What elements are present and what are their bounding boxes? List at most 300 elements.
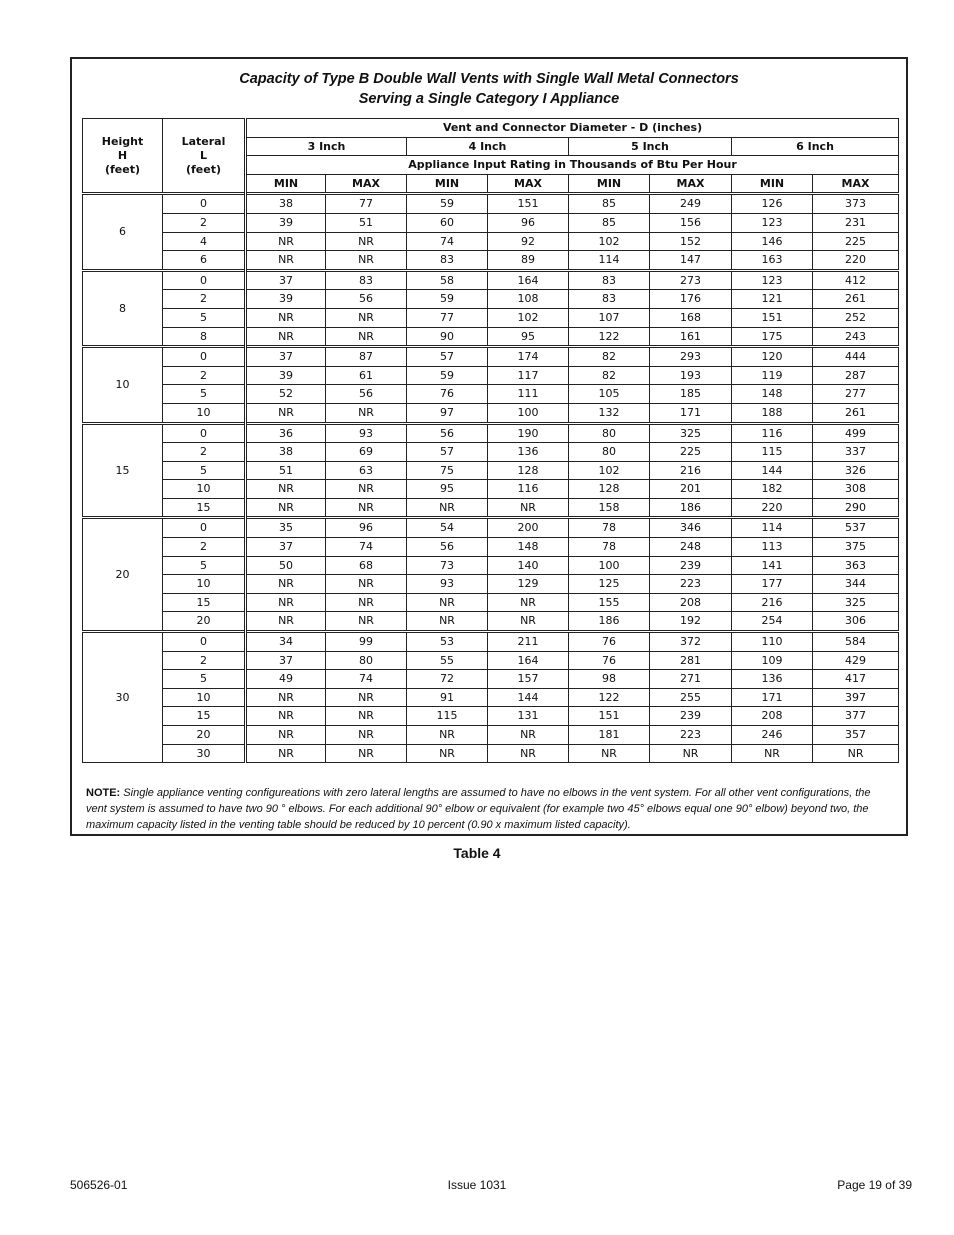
table-row	[83, 744, 899, 763]
capacity-cell: NR	[488, 498, 569, 518]
min-header: MIN	[569, 174, 650, 194]
max-header: MAX	[488, 174, 569, 194]
capacity-cell: 231	[813, 213, 899, 232]
table-row	[83, 461, 899, 480]
footer-doc-number: 506526-01	[70, 1178, 128, 1192]
capacity-cell: 110	[732, 632, 813, 652]
capacity-cell: 176	[650, 290, 732, 309]
capacity-cell: 53	[407, 632, 488, 652]
capacity-cell: 375	[813, 538, 899, 557]
capacity-cell: 171	[732, 688, 813, 707]
capacity-cell: 271	[650, 670, 732, 689]
capacity-cell: 208	[732, 707, 813, 726]
capacity-cell: 51	[246, 461, 326, 480]
capacity-cell: 225	[650, 443, 732, 462]
size-header-6inch: 6 Inch	[732, 137, 899, 156]
size-header-3inch: 3 Inch	[246, 137, 407, 156]
lateral-cell: 5	[163, 385, 246, 404]
capacity-cell: 444	[813, 347, 899, 367]
capacity-cell: 96	[326, 518, 407, 538]
capacity-cell: 239	[650, 707, 732, 726]
lateral-cell: 30	[163, 744, 246, 763]
lateral-cell: 0	[163, 632, 246, 652]
capacity-cell: NR	[246, 707, 326, 726]
capacity-cell: NR	[407, 612, 488, 632]
capacity-cell: 58	[407, 270, 488, 290]
capacity-cell: 50	[246, 556, 326, 575]
capacity-cell: 85	[569, 213, 650, 232]
table-row	[83, 538, 899, 557]
table-row	[83, 688, 899, 707]
height-cell: 6	[83, 194, 163, 270]
capacity-cell: 243	[813, 327, 899, 347]
capacity-cell: 109	[732, 651, 813, 670]
note-text: Single appliance venting configureations with zero lateral lengths are assumed to have no elbows in the vent system. For all other vent configurations, the vent system is assumed to have two 90 ° elbows. For each additional 90° elbow or equivalent (for example two 45° elbows equal one 90° elbow) beyond two, the maximum capacity listed in the venting table should be reduced by 10 percent (0.90 x maximum listed capacity).	[86, 787, 871, 831]
capacity-cell: 147	[650, 251, 732, 271]
capacity-cell: 373	[813, 194, 899, 214]
lateral-cell: 10	[163, 403, 246, 423]
capacity-cell: 175	[732, 327, 813, 347]
capacity-cell: 97	[407, 403, 488, 423]
capacity-cell: 192	[650, 612, 732, 632]
height-cell: 15	[83, 423, 163, 518]
capacity-cell: NR	[650, 744, 732, 763]
capacity-cell: NR	[326, 744, 407, 763]
capacity-cell: 68	[326, 556, 407, 575]
capacity-cell: 83	[569, 290, 650, 309]
capacity-cell: 287	[813, 366, 899, 385]
capacity-cell: 76	[569, 632, 650, 652]
table-title-line2: Serving a Single Category I Appliance	[358, 91, 620, 107]
capacity-cell: 325	[813, 593, 899, 612]
capacity-cell: 246	[732, 726, 813, 745]
rating-header: Appliance Input Rating in Thousands of Btu Per Hour	[246, 156, 899, 175]
lateral-cell: 2	[163, 213, 246, 232]
capacity-cell: 98	[569, 670, 650, 689]
capacity-cell: 59	[407, 290, 488, 309]
capacity-cell: NR	[488, 726, 569, 745]
capacity-cell: NR	[246, 593, 326, 612]
capacity-cell: NR	[569, 744, 650, 763]
capacity-cell: 128	[569, 480, 650, 499]
capacity-cell: 57	[407, 347, 488, 367]
capacity-cell: 216	[732, 593, 813, 612]
table-row	[83, 213, 899, 232]
table-row	[83, 593, 899, 612]
lateral-cell: 20	[163, 726, 246, 745]
capacity-cell: NR	[326, 251, 407, 271]
capacity-cell: 499	[813, 423, 899, 443]
capacity-cell: 107	[569, 308, 650, 327]
capacity-cell: 111	[488, 385, 569, 404]
capacity-cell: 100	[569, 556, 650, 575]
capacity-cell: 326	[813, 461, 899, 480]
capacity-cell: 132	[569, 403, 650, 423]
table-row	[83, 556, 899, 575]
capacity-cell: 122	[569, 327, 650, 347]
capacity-cell: 186	[569, 612, 650, 632]
lateral-cell: 4	[163, 232, 246, 251]
capacity-cell: 115	[732, 443, 813, 462]
capacity-cell: NR	[326, 232, 407, 251]
capacity-cell: 34	[246, 632, 326, 652]
capacity-cell: 54	[407, 518, 488, 538]
capacity-cell: 82	[569, 347, 650, 367]
table-title-line1: Capacity of Type B Double Wall Vents with Single Wall Metal Connectors	[239, 71, 739, 87]
table-row	[83, 670, 899, 689]
capacity-cell: NR	[246, 308, 326, 327]
lateral-column-header: Lateral L (feet)	[163, 119, 246, 194]
capacity-cell: 220	[732, 498, 813, 518]
capacity-cell: 141	[732, 556, 813, 575]
capacity-cell: 89	[488, 251, 569, 271]
table-note	[86, 785, 894, 833]
table-row	[83, 632, 899, 652]
capacity-cell: 114	[732, 518, 813, 538]
capacity-cell: 114	[569, 251, 650, 271]
lateral-cell: 0	[163, 270, 246, 290]
capacity-cell: 277	[813, 385, 899, 404]
capacity-cell: NR	[407, 726, 488, 745]
table-row	[83, 385, 899, 404]
capacity-cell: 156	[650, 213, 732, 232]
capacity-cell: 83	[326, 270, 407, 290]
capacity-cell: NR	[246, 327, 326, 347]
lateral-cell: 0	[163, 423, 246, 443]
capacity-cell: 96	[488, 213, 569, 232]
capacity-cell: NR	[246, 744, 326, 763]
capacity-cell: 248	[650, 538, 732, 557]
capacity-cell: 80	[326, 651, 407, 670]
capacity-cell: 146	[732, 232, 813, 251]
capacity-cell: 177	[732, 575, 813, 594]
capacity-cell: 83	[569, 270, 650, 290]
capacity-cell: 73	[407, 556, 488, 575]
capacity-cell: 123	[732, 213, 813, 232]
table-row	[83, 480, 899, 499]
capacity-cell: 151	[732, 308, 813, 327]
capacity-cell: 77	[407, 308, 488, 327]
capacity-cell: 412	[813, 270, 899, 290]
capacity-cell: 77	[326, 194, 407, 214]
capacity-cell: 273	[650, 270, 732, 290]
capacity-cell: 74	[326, 538, 407, 557]
max-header: MAX	[326, 174, 407, 194]
capacity-cell: 39	[246, 290, 326, 309]
max-header: MAX	[813, 174, 899, 194]
table-row	[83, 443, 899, 462]
capacity-cell: 357	[813, 726, 899, 745]
capacity-cell: 537	[813, 518, 899, 538]
lateral-cell: 2	[163, 366, 246, 385]
capacity-cell: 155	[569, 593, 650, 612]
capacity-cell: 216	[650, 461, 732, 480]
table-frame	[70, 57, 908, 836]
capacity-cell: 372	[650, 632, 732, 652]
capacity-cell: 116	[488, 480, 569, 499]
height-cell: 8	[83, 270, 163, 346]
capacity-cell: 152	[650, 232, 732, 251]
capacity-cell: 201	[650, 480, 732, 499]
capacity-cell: 56	[326, 290, 407, 309]
capacity-cell: 249	[650, 194, 732, 214]
capacity-cell: 148	[732, 385, 813, 404]
capacity-cell: NR	[326, 498, 407, 518]
capacity-cell: 100	[488, 403, 569, 423]
capacity-cell: 95	[488, 327, 569, 347]
capacity-cell: 148	[488, 538, 569, 557]
lateral-cell: 8	[163, 327, 246, 347]
capacity-cell: 182	[732, 480, 813, 499]
capacity-cell: NR	[246, 612, 326, 632]
capacity-cell: 223	[650, 726, 732, 745]
capacity-cell: NR	[732, 744, 813, 763]
capacity-cell: NR	[326, 575, 407, 594]
capacity-cell: 69	[326, 443, 407, 462]
capacity-cell: 38	[246, 443, 326, 462]
capacity-cell: 151	[488, 194, 569, 214]
table-row	[83, 290, 899, 309]
capacity-cell: 126	[732, 194, 813, 214]
capacity-cell: 128	[488, 461, 569, 480]
capacity-cell: 161	[650, 327, 732, 347]
capacity-cell: 59	[407, 366, 488, 385]
capacity-cell: 151	[569, 707, 650, 726]
capacity-cell: 63	[326, 461, 407, 480]
capacity-cell: 57	[407, 443, 488, 462]
capacity-cell: 158	[569, 498, 650, 518]
capacity-cell: NR	[488, 744, 569, 763]
capacity-cell: NR	[326, 308, 407, 327]
lateral-cell: 0	[163, 347, 246, 367]
capacity-cell: NR	[246, 498, 326, 518]
capacity-cell: 193	[650, 366, 732, 385]
capacity-cell: 140	[488, 556, 569, 575]
capacity-cell: 93	[326, 423, 407, 443]
lateral-cell: 6	[163, 251, 246, 271]
capacity-cell: NR	[326, 480, 407, 499]
max-header: MAX	[650, 174, 732, 194]
capacity-cell: NR	[326, 612, 407, 632]
capacity-cell: 125	[569, 575, 650, 594]
table-row	[83, 366, 899, 385]
table-row	[83, 308, 899, 327]
table-row	[83, 251, 899, 271]
capacity-cell: 74	[326, 670, 407, 689]
capacity-cell: 220	[813, 251, 899, 271]
capacity-cell: 293	[650, 347, 732, 367]
capacity-cell: 90	[407, 327, 488, 347]
capacity-cell: 80	[569, 423, 650, 443]
capacity-cell: 136	[732, 670, 813, 689]
capacity-cell: 99	[326, 632, 407, 652]
capacity-cell: 102	[569, 232, 650, 251]
capacity-cell: NR	[407, 744, 488, 763]
capacity-cell: 255	[650, 688, 732, 707]
capacity-cell: 37	[246, 651, 326, 670]
capacity-cell: 584	[813, 632, 899, 652]
capacity-cell: NR	[246, 726, 326, 745]
capacity-cell: 76	[407, 385, 488, 404]
capacity-cell: 61	[326, 366, 407, 385]
capacity-cell: 91	[407, 688, 488, 707]
capacity-cell: 120	[732, 347, 813, 367]
lateral-cell: 15	[163, 707, 246, 726]
note-label: NOTE:	[86, 787, 121, 799]
table-row	[83, 232, 899, 251]
capacity-cell: 123	[732, 270, 813, 290]
footer-page-number: Page 19 of 39	[837, 1178, 912, 1192]
capacity-cell: 121	[732, 290, 813, 309]
lateral-cell: 10	[163, 688, 246, 707]
capacity-cell: 113	[732, 538, 813, 557]
lateral-cell: 2	[163, 538, 246, 557]
capacity-cell: 116	[732, 423, 813, 443]
capacity-cell: 52	[246, 385, 326, 404]
capacity-cell: 174	[488, 347, 569, 367]
capacity-cell: NR	[246, 688, 326, 707]
capacity-cell: NR	[246, 575, 326, 594]
table-row	[83, 327, 899, 347]
size-header-4inch: 4 Inch	[407, 137, 569, 156]
min-header: MIN	[246, 174, 326, 194]
capacity-cell: 337	[813, 443, 899, 462]
height-column-header: Height H (feet)	[83, 119, 163, 194]
table-row	[83, 518, 899, 538]
lateral-cell: 20	[163, 612, 246, 632]
lateral-cell: 10	[163, 480, 246, 499]
capacity-cell: 223	[650, 575, 732, 594]
capacity-cell: 92	[488, 232, 569, 251]
capacity-cell: 102	[488, 308, 569, 327]
capacity-cell: 117	[488, 366, 569, 385]
capacity-cell: 261	[813, 290, 899, 309]
capacity-cell: 281	[650, 651, 732, 670]
capacity-cell: 93	[407, 575, 488, 594]
capacity-cell: 36	[246, 423, 326, 443]
capacity-cell: 144	[732, 461, 813, 480]
capacity-cell: 344	[813, 575, 899, 594]
capacity-cell: 290	[813, 498, 899, 518]
capacity-cell: 80	[569, 443, 650, 462]
capacity-cell: 37	[246, 538, 326, 557]
capacity-cell: NR	[246, 480, 326, 499]
min-header: MIN	[732, 174, 813, 194]
capacity-cell: 122	[569, 688, 650, 707]
capacity-cell: NR	[326, 403, 407, 423]
capacity-cell: 37	[246, 347, 326, 367]
capacity-cell: 78	[569, 538, 650, 557]
footer-issue: Issue 1031	[447, 1178, 507, 1192]
capacity-cell: 346	[650, 518, 732, 538]
capacity-cell: 164	[488, 651, 569, 670]
capacity-cell: 239	[650, 556, 732, 575]
diameter-header: Vent and Connector Diameter - D (inches)	[246, 119, 899, 138]
lateral-cell: 5	[163, 670, 246, 689]
capacity-cell: 38	[246, 194, 326, 214]
capacity-cell: 74	[407, 232, 488, 251]
capacity-cell: NR	[326, 593, 407, 612]
lateral-cell: 5	[163, 461, 246, 480]
size-header-5inch: 5 Inch	[569, 137, 732, 156]
capacity-cell: 417	[813, 670, 899, 689]
capacity-cell: NR	[813, 744, 899, 763]
lateral-cell: 2	[163, 443, 246, 462]
capacity-cell: 164	[488, 270, 569, 290]
capacity-cell: 56	[326, 385, 407, 404]
capacity-cell: 83	[407, 251, 488, 271]
lateral-cell: 0	[163, 518, 246, 538]
capacity-cell: 185	[650, 385, 732, 404]
capacity-cell: 82	[569, 366, 650, 385]
capacity-cell: 308	[813, 480, 899, 499]
capacity-cell: 429	[813, 651, 899, 670]
capacity-cell: NR	[246, 403, 326, 423]
capacity-cell: 129	[488, 575, 569, 594]
capacity-cell: 35	[246, 518, 326, 538]
capacity-cell: 325	[650, 423, 732, 443]
capacity-cell: 168	[650, 308, 732, 327]
capacity-cell: 60	[407, 213, 488, 232]
capacity-cell: NR	[326, 688, 407, 707]
capacity-cell: 208	[650, 593, 732, 612]
capacity-cell: NR	[407, 498, 488, 518]
table-row	[83, 347, 899, 367]
capacity-cell: 85	[569, 194, 650, 214]
capacity-cell: 119	[732, 366, 813, 385]
capacity-cell: 157	[488, 670, 569, 689]
capacity-cell: 163	[732, 251, 813, 271]
capacity-cell: 75	[407, 461, 488, 480]
capacity-cell: 225	[813, 232, 899, 251]
capacity-cell: NR	[326, 707, 407, 726]
capacity-cell: 186	[650, 498, 732, 518]
capacity-cell: NR	[488, 593, 569, 612]
capacity-cell: 171	[650, 403, 732, 423]
capacity-cell: 51	[326, 213, 407, 232]
capacity-cell: 200	[488, 518, 569, 538]
capacity-cell: 211	[488, 632, 569, 652]
capacity-cell: 59	[407, 194, 488, 214]
height-cell: 10	[83, 347, 163, 423]
capacity-cell: 95	[407, 480, 488, 499]
capacity-cell: 78	[569, 518, 650, 538]
lateral-cell: 15	[163, 498, 246, 518]
capacity-cell: 261	[813, 403, 899, 423]
capacity-cell: 39	[246, 213, 326, 232]
capacity-cell: NR	[326, 726, 407, 745]
capacity-cell: 136	[488, 443, 569, 462]
capacity-cell: 56	[407, 423, 488, 443]
capacity-cell: 252	[813, 308, 899, 327]
height-cell: 30	[83, 632, 163, 763]
capacity-cell: NR	[407, 593, 488, 612]
lateral-cell: 10	[163, 575, 246, 594]
capacity-cell: 39	[246, 366, 326, 385]
capacity-cell: NR	[246, 251, 326, 271]
capacity-cell: 306	[813, 612, 899, 632]
lateral-cell: 5	[163, 556, 246, 575]
lateral-cell: 5	[163, 308, 246, 327]
capacity-cell: NR	[246, 232, 326, 251]
capacity-cell: 105	[569, 385, 650, 404]
venting-capacity-table	[82, 118, 899, 763]
capacity-cell: 76	[569, 651, 650, 670]
lateral-cell: 2	[163, 651, 246, 670]
table-row	[83, 575, 899, 594]
capacity-cell: 144	[488, 688, 569, 707]
table-row	[83, 423, 899, 443]
